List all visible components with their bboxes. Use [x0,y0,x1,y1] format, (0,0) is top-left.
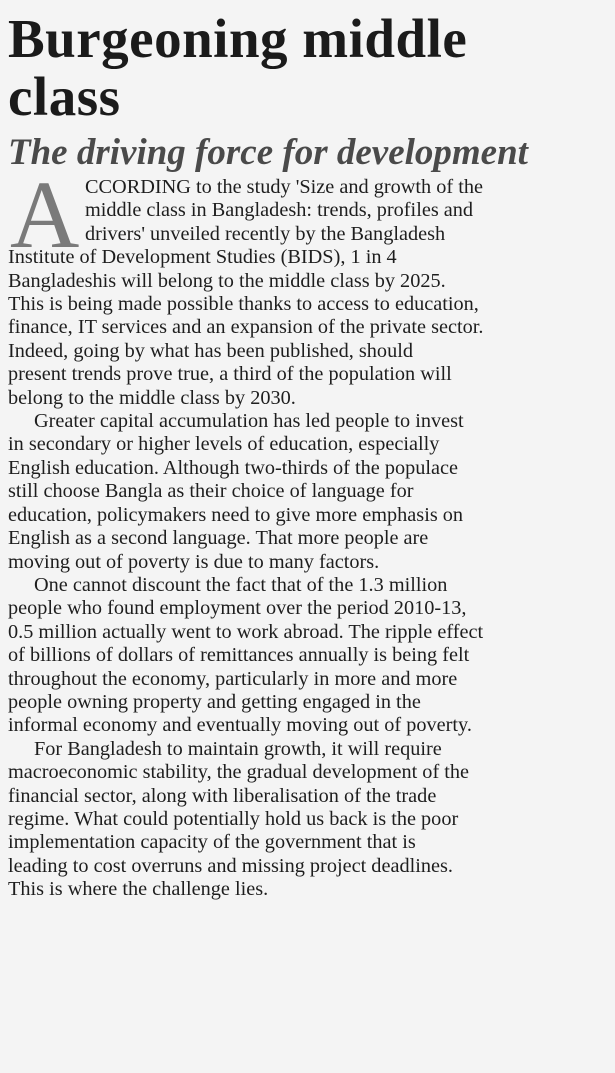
drop-cap: A [10,161,80,268]
text-line: regime. What could potentially hold us back is the poor [8,807,459,830]
text-line: English as a second language. That more people are [8,527,429,550]
text-line: English education. Although two-thirds of the populace [8,456,459,479]
text-line: CCORDING to the study 'Size and growth of the [85,176,483,198]
text-line: Indeed, going by what has been published, should [8,339,413,362]
text-line: financial sector, along with liberalisation of the trade [8,784,437,807]
headline-line: class [8,66,121,127]
headline [8,10,605,126]
text-line: still choose Bangla as their choice of language for [8,480,414,503]
paragraph [8,410,605,574]
text-line: throughout the economy, particularly in more and more [8,667,458,690]
headline-line: Burgeoning middle [8,8,468,69]
text-line: Bangladeshis will belong to the middle class by 2025. [8,269,446,292]
text-line: of billions of dollars of remittances annually is being felt [8,644,470,667]
paragraph [8,161,605,410]
text-line: This is where the challenge lies. [8,878,269,901]
text-line: in secondary or higher levels of education, especially [8,433,440,456]
text-line: informal economy and eventually moving out of poverty. [8,714,472,737]
text-line: finance, IT services and an expansion of the private sector. [8,316,484,339]
text-line: leading to cost overruns and missing project deadlines. [8,854,453,877]
paragraph [8,574,605,738]
text-line: present trends prove true, a third of the population will [8,363,452,386]
text-line: For Bangladesh to maintain growth, it will require [34,737,442,760]
text-line: belong to the middle class by 2030. [8,386,296,409]
text-line: This is being made possible thanks to access to education, [8,293,479,316]
text-line: education, policymakers need to give more emphasis on [8,503,464,526]
text-line: implementation capacity of the government that is [8,831,416,854]
text-line: Institute of Development Studies (BIDS), 1 in 4 [8,246,397,269]
article-body [8,161,605,902]
text-line: middle class in Bangladesh: trends, profiles and [85,199,474,222]
text-line: 0.5 million actually went to work abroad. The ripple effect [8,620,484,643]
subheadline: The driving force for development [8,132,528,173]
text-line: people who found employment over the period 2010-13, [8,597,467,620]
text-line: drivers' unveiled recently by the Bangladesh [85,222,446,245]
text-line: moving out of poverty is due to many factors. [8,550,380,573]
text-line: people owning property and getting engaged in the [8,690,421,713]
text-line: Greater capital accumulation has led people to invest [34,410,464,433]
text-line: macroeconomic stability, the gradual development of the [8,761,470,784]
paragraph [8,738,605,902]
text-line: One cannot discount the fact that of the 1.3 million [34,573,448,596]
